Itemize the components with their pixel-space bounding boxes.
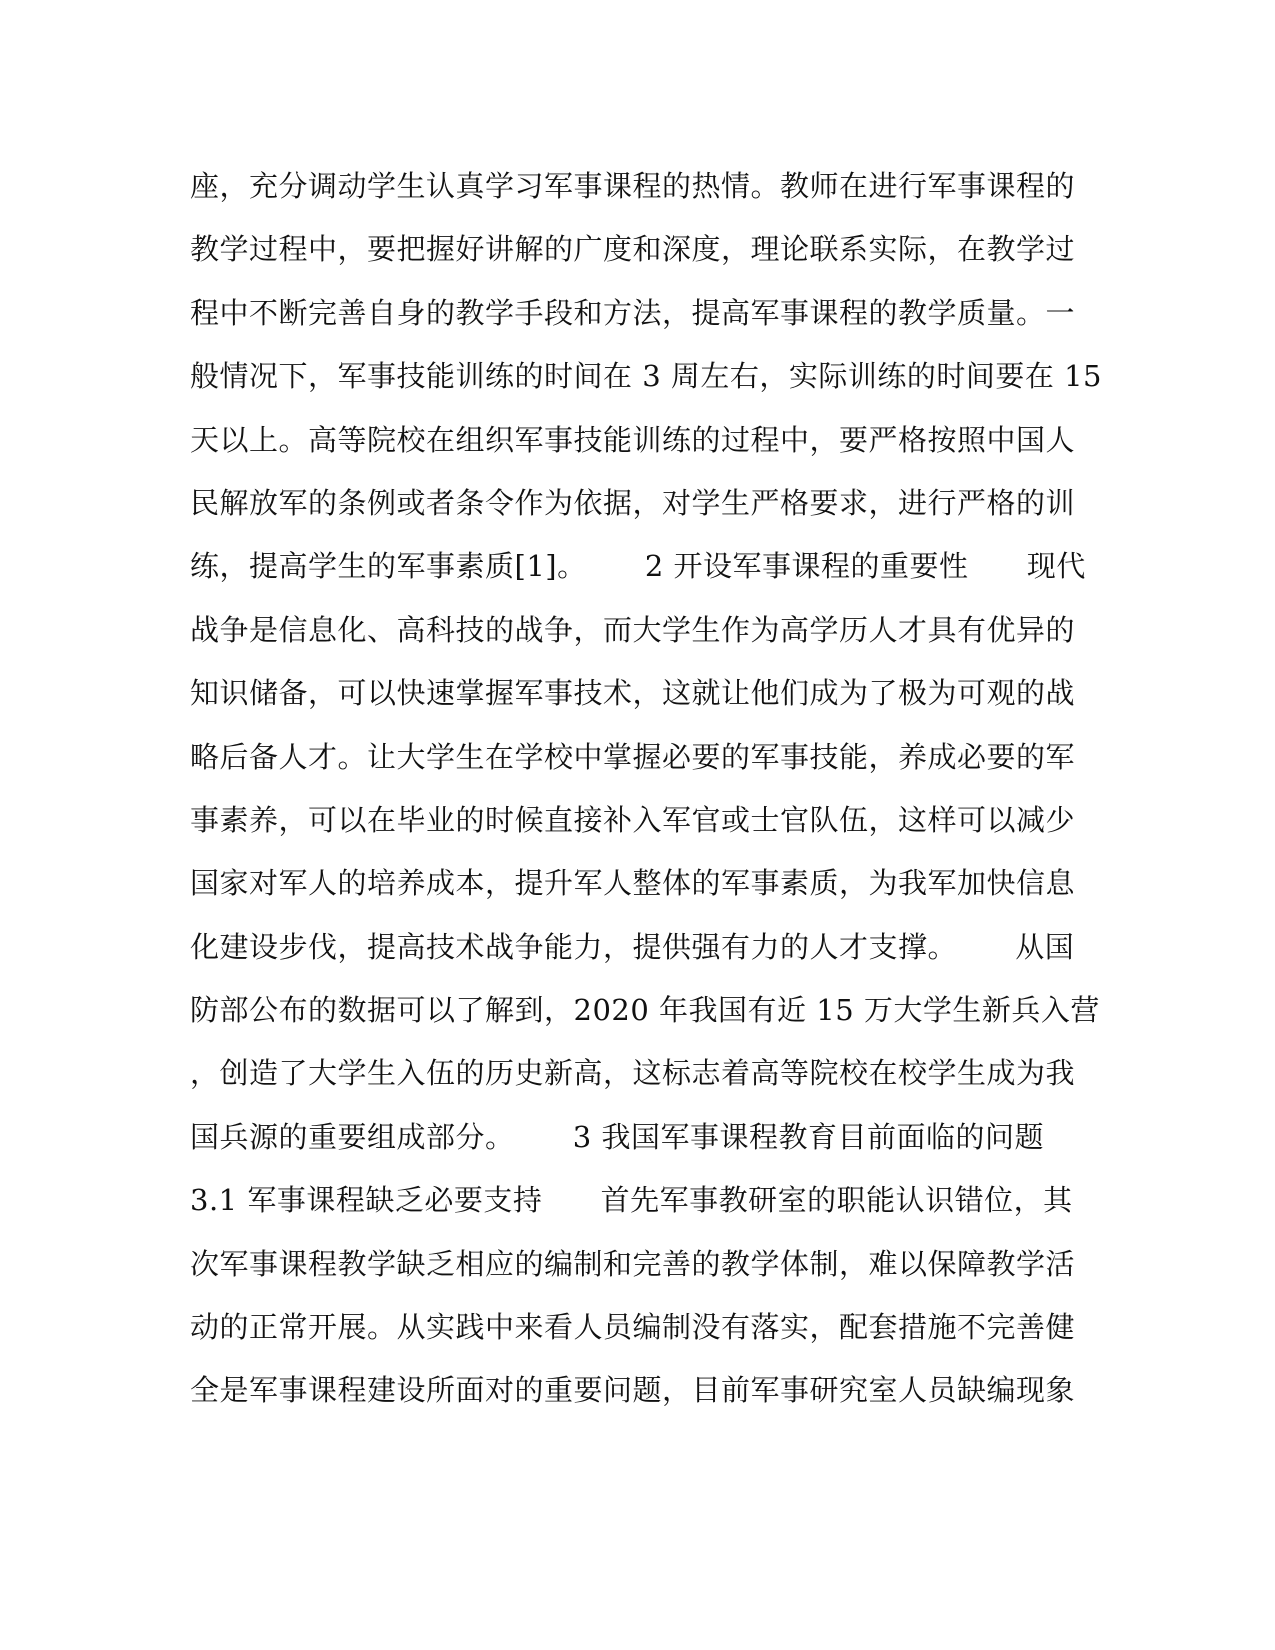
- text-line: 次军事课程教学缺乏相应的编制和完善的教学体制，难以保障教学活: [190, 1246, 1076, 1281]
- text-line: 国家对军人的培养成本，提升军人整体的军事素质，为我军加快信息: [190, 866, 1076, 901]
- text-line: 教学过程中，要把握好讲解的广度和深度，理论联系实际，在教学过: [190, 232, 1076, 267]
- text-line: 知识储备，可以快速掌握军事技术，这就让他们成为了极为可观的战: [190, 676, 1076, 711]
- text-line: 座，充分调动学生认真学习军事课程的热情。教师在进行军事课程的: [190, 169, 1076, 203]
- text-line: 全是军事课程建设所面对的重要问题，目前军事研究室人员缺编现象: [190, 1373, 1076, 1408]
- text-line: ，创造了大学生入伍的历史新高，这标志着高等院校在校学生成为我: [190, 1056, 1076, 1091]
- text-line: 民解放军的条例或者条令作为依据，对学生严格要求，进行严格的训: [190, 485, 1076, 520]
- text-line: 化建设步伐，提高技术战争能力，提供强有力的人才支撑。 从国: [190, 929, 1075, 964]
- body-text: [190, 155, 1103, 1423]
- text-line: 战争是信息化、高科技的战争，而大学生作为高学历人才具有优异的: [190, 612, 1076, 647]
- text-line: 天以上。高等院校在组织军事技能训练的过程中，要严格按照中国人: [190, 422, 1076, 457]
- text-line: 般情况下，军事技能训练的时间在 3 周左右，实际训练的时间要在 15: [190, 359, 1103, 394]
- text-line: 略后备人才。让大学生在学校中掌握必要的军事技能，养成必要的军: [190, 739, 1076, 774]
- text-line: 3.1 军事课程缺乏必要支持 首先军事教研室的职能认识错位，其: [190, 1183, 1073, 1218]
- text-line: 程中不断完善自身的教学手段和方法，提高军事课程的教学质量。一: [190, 295, 1076, 330]
- text-line: 练，提高学生的军事素质[1]。 2 开设军事课程的重要性 现代: [190, 549, 1086, 584]
- text-line: 防部公布的数据可以了解到，2020 年我国有近 15 万大学生新兵入营: [190, 993, 1100, 1028]
- text-line: 动的正常开展。从实践中来看人员编制没有落实，配套措施不完善健: [190, 1310, 1076, 1345]
- text-line: 国兵源的重要组成部分。 3 我国军事课程教育目前面临的问题: [190, 1119, 1044, 1154]
- text-line: 事素养，可以在毕业的时候直接补入军官或士官队伍，这样可以减少: [190, 802, 1076, 837]
